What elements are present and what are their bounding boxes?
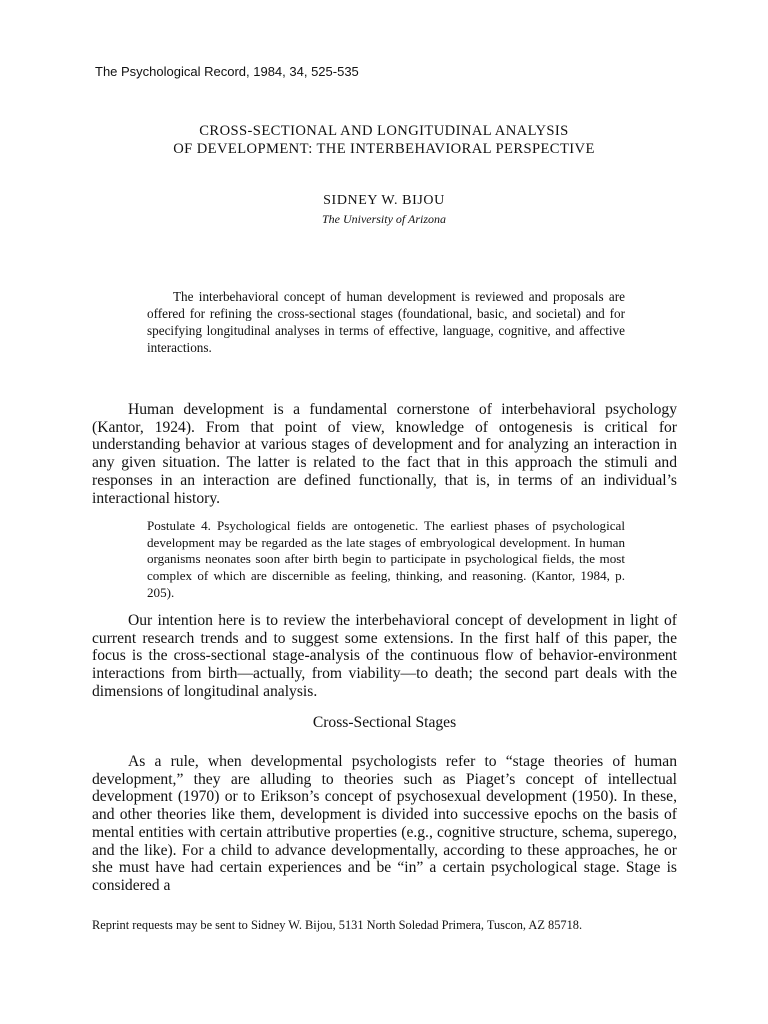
section-heading: Cross-Sectional Stages [312,714,457,731]
abstract: The interbehavioral concept of human development is reviewed and proposals are offered for refining the cross-sectional stages (foundational, basic, and societal) and for specifying longitudinal analyses in terms of effective, language, cognitive, and affective interactions. [147,289,625,355]
body-paragraph-3: As a rule, when developmental psychologists refer to “stage theories of human development,” they are alluding to theories such as Piaget’s concept of intellectual development (1970) or to Erikson’s concept of psychosexual development (1950). In these, and other theories like them, development is divided into successive epochs on the basis of mental entities with certain attributive properties (e.g., cognitive structure, schema, superego, and the like). For a child to advance developmentally, according to these approaches, he or she must have had certain experiences and be “in” a certain psychological stage. Stage is considered a [92,753,677,894]
block-quote: Postulate 4. Psychological fields are ontogenetic. The earliest phases of psychological development may be regarded as the late stages of embryological development. In human organisms neonates soon after birth begin to participate in psychological fields, the most complex of which are discernible as feeling, thinking, and reasoning. (Kantor, 1984, p. 205). [147,518,625,600]
footnote: Reprint requests may be sent to Sidney W. Bijou, 5131 North Soledad Primera, Tuscon, AZ 85718. [92,918,583,932]
body-paragraph-2: Our intention here is to review the interbehavioral concept of development in light of current research trends and to suggest some extensions. In the first half of this paper, the focus is the cross-sectional stage-analysis of the continuous flow of behavior-environment interactions from birth—actually, from viability—to death; the second part deals with the dimensions of longitudinal analysis. [92,612,677,700]
body-paragraph-1: Human development is a fundamental cornerstone of interbehavioral psychology (Kantor, 1924). From that point of view, knowledge of ontogenesis is critical for understanding behavior at various stages of development and for analyzing an interaction in any given situation. The latter is related to the fact that in this approach the stimuli and responses in an interaction are defined functionally, that is, in terms of an individual’s interactional history. [92,401,677,507]
paper-title-line-1: CROSS-SECTIONAL AND LONGITUDINAL ANALYSIS [199,123,569,139]
author-affiliation: The University of Arizona [321,212,447,226]
journal-citation: The Psychological Record, 1984, 34, 525-535 [95,64,359,79]
paper-title [100,122,668,158]
paper-title-line-2: OF DEVELOPMENT: THE INTERBEHAVIORAL PERSPECTIVE [173,141,595,157]
author-name: SIDNEY W. BIJOU [323,193,445,208]
